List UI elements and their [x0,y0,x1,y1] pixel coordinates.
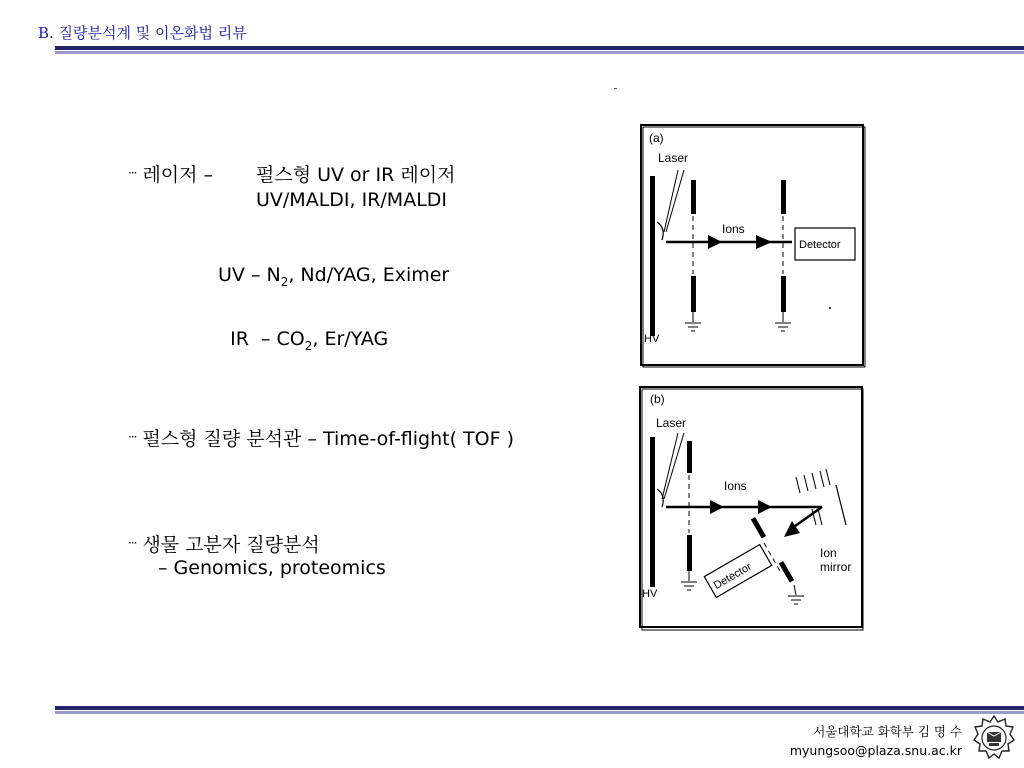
ions-label-b: Ions [724,479,747,493]
ion-mirror-label-1: Ion [820,546,837,560]
laser-line2: UV/MALDI, IR/MALDI [256,189,448,211]
detector-label-b: Detector [711,560,754,592]
panel-label-b: (b) [650,392,665,406]
laser-label-b: Laser [656,416,687,430]
footer [790,722,962,760]
footer-affiliation: 서울대학교 화학부 김 명 수 [813,724,962,739]
detector-label-a: Detector [799,239,841,251]
uv-line [218,264,449,289]
laser-label-a: Laser [658,151,689,165]
header-title: B. 질량분석계 및 이온화법 리뷰 [38,24,247,42]
ir-line [218,306,388,353]
bullet-marker: ··· [128,536,137,550]
uv-subscript: 2 [280,274,289,289]
ir-prefix: IR – CO [230,328,305,350]
bottom-divider [55,706,1024,714]
ir-suffix: , Er/YAG [312,328,389,350]
speck [614,88,617,89]
linear-tof-diagram [640,124,866,368]
footer-email: myungsoo@plaza.snu.ac.kr [789,743,962,758]
bio-label: 생물 고분자 질량분석 [142,534,320,556]
reflectron-tof-diagram [638,385,864,631]
uv-prefix: UV – N [218,264,281,286]
laser-label: 레이저 – [142,164,214,186]
uv-suffix: , Nd/YAG, Eximer [288,264,450,286]
ions-label-a: Ions [722,222,745,236]
tof-label: 펄스형 질량 분석관 [142,428,302,450]
laser-bullet-line [128,160,213,187]
ion-mirror-label-2: mirror [820,560,852,574]
bio-line2: – Genomics, proteomics [158,557,386,579]
tof-line [128,424,514,451]
university-seal-icon [972,714,1016,760]
hv-label-a: HV [644,333,660,345]
laser-line1: 펄스형 UV or IR 레이저 [256,164,456,186]
panel-label-a: (a) [649,131,664,145]
tof-suffix: – Time-of-flight( TOF ) [307,428,514,450]
hv-label-b: HV [642,588,658,600]
bio-line [128,530,320,557]
bullet-marker: ··· [128,430,137,444]
bullet-marker: ··· [128,166,137,180]
ir-subscript: 2 [304,338,313,353]
top-divider [55,46,1024,54]
